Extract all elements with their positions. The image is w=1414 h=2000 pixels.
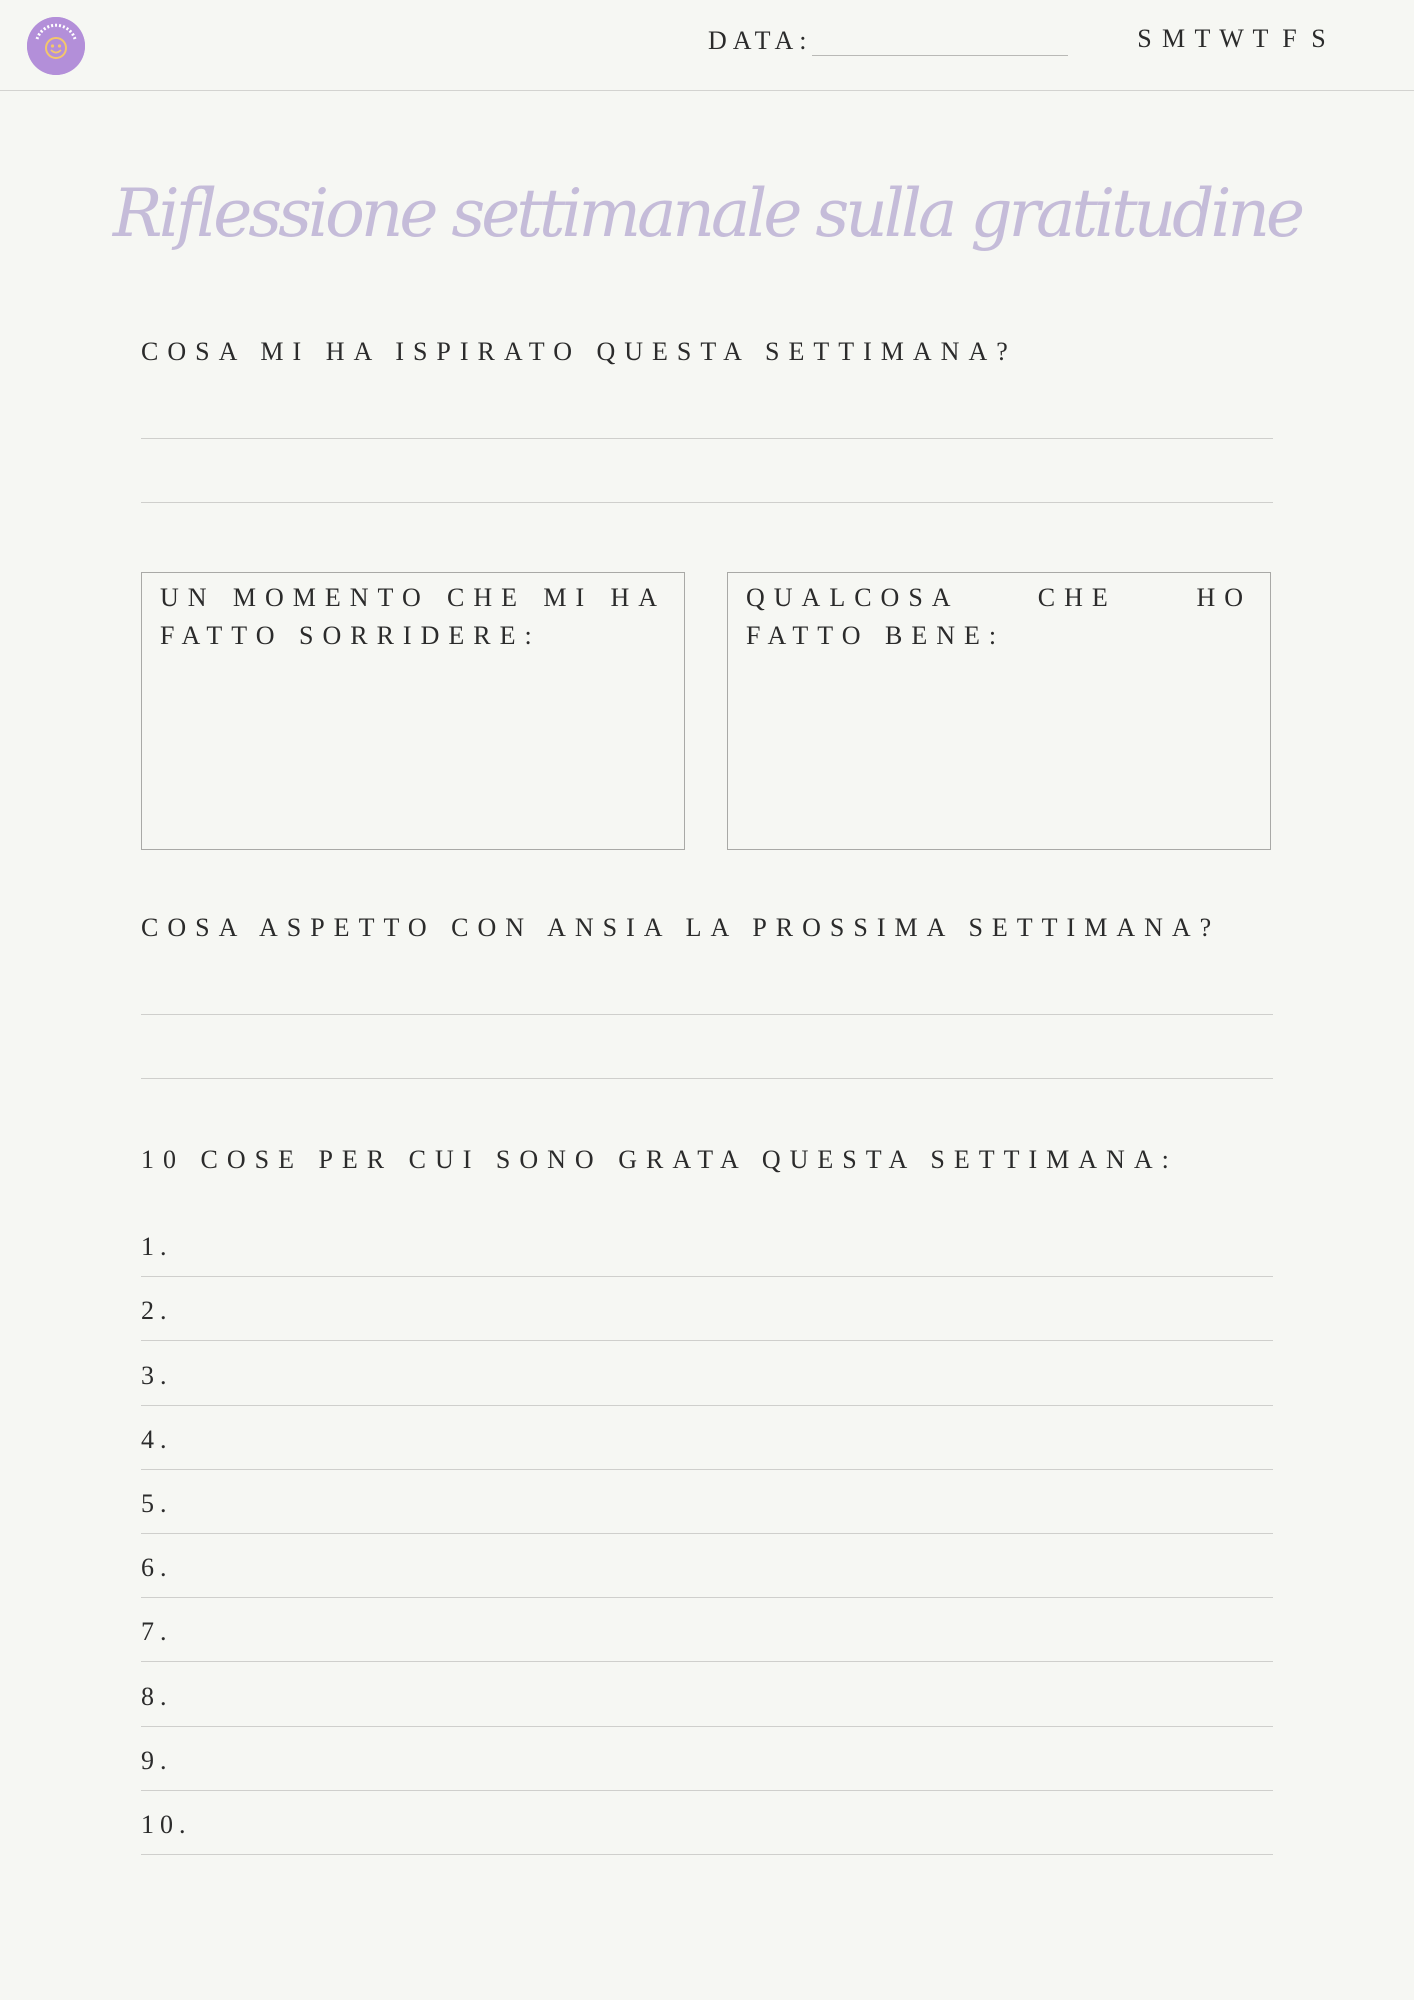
gratitude-item-line-7[interactable] [141, 1661, 1273, 1662]
weekday-saturday[interactable]: S [1311, 24, 1326, 53]
gratitude-item-number-8: 8. [141, 1682, 173, 1711]
weekday-thursday[interactable]: T [1252, 24, 1269, 53]
gratitude-item-line-8[interactable] [141, 1726, 1273, 1727]
gratitude-item-number-5: 5. [141, 1489, 173, 1518]
gratitude-list-heading: 10 COSE PER CUI SONO GRATA QUESTA SETTIMANA: [141, 1145, 1178, 1174]
done-well-label: QUALCOSA CHE HO FATTO BENE: [746, 583, 1252, 650]
next-week-answer-line-1[interactable] [141, 1014, 1273, 1015]
header-bar [0, 0, 1414, 91]
next-week-answer-line-2[interactable] [141, 1078, 1273, 1079]
done-well-box[interactable] [727, 572, 1271, 850]
gratitude-item-line-10[interactable] [141, 1854, 1273, 1855]
gratitude-item-line-6[interactable] [141, 1597, 1273, 1598]
gratitude-item-line-3[interactable] [141, 1405, 1273, 1406]
inspired-answer-line-1[interactable] [141, 438, 1273, 439]
smiley-logo-icon [27, 17, 85, 75]
weekday-wednesday[interactable]: W [1219, 24, 1244, 53]
inspired-question: COSA MI HA ISPIRATO QUESTA SETTIMANA? [141, 337, 1017, 366]
smile-moment-label: UN MOMENTO CHE MI HA FATTO SORRIDERE: [160, 583, 666, 650]
weekday-friday[interactable]: F [1282, 24, 1297, 53]
gratitude-item-line-1[interactable] [141, 1276, 1273, 1277]
smile-moment-box[interactable] [141, 572, 685, 850]
page-title: Riflessione settimanale sulla gratitudine [112, 175, 1302, 252]
gratitude-item-number-1: 1. [141, 1232, 173, 1261]
gratitude-item-number-6: 6. [141, 1553, 173, 1582]
date-field[interactable] [812, 55, 1068, 56]
weekday-sunday[interactable]: S [1137, 24, 1152, 53]
gratitude-item-number-10: 10. [141, 1810, 192, 1839]
next-week-question: COSA ASPETTO CON ANSIA LA PROSSIMA SETTIMANA? [141, 913, 1221, 942]
weekday-tuesday[interactable]: T [1194, 24, 1211, 53]
gratitude-item-line-2[interactable] [141, 1340, 1273, 1341]
inspired-answer-line-2[interactable] [141, 502, 1273, 503]
weekday-selector [1130, 24, 1333, 54]
gratitude-item-line-4[interactable] [141, 1469, 1273, 1470]
gratitude-item-number-7: 7. [141, 1617, 173, 1646]
weekday-monday[interactable]: M [1161, 24, 1186, 53]
gratitude-item-number-9: 9. [141, 1746, 173, 1775]
gratitude-item-line-9[interactable] [141, 1790, 1273, 1791]
gratitude-item-line-5[interactable] [141, 1533, 1273, 1534]
gratitude-item-number-4: 4. [141, 1425, 173, 1454]
gratitude-item-number-3: 3. [141, 1361, 173, 1390]
date-label: DATA: [708, 26, 813, 55]
gratitude-item-number-2: 2. [141, 1296, 173, 1325]
